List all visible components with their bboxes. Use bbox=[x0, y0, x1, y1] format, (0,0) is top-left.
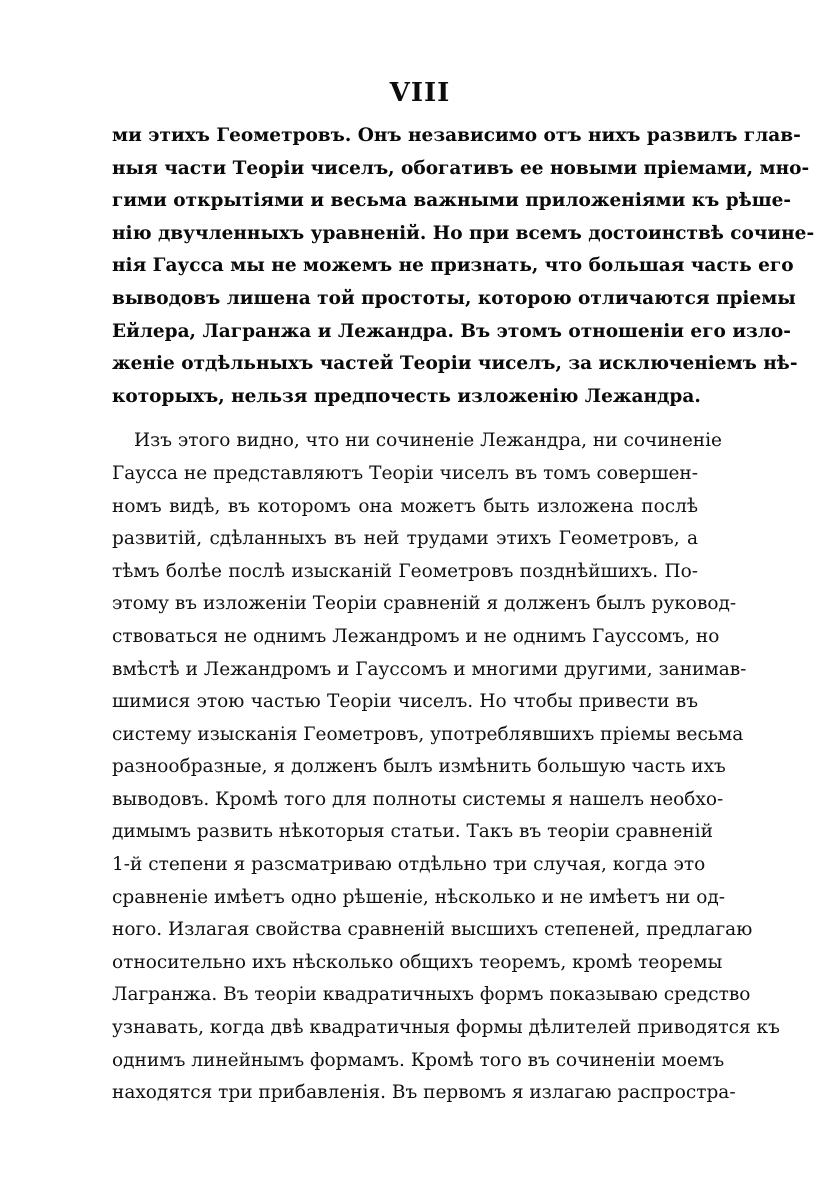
text-line: Ейлера, Лагранжа и Лежандра. Въ этомъ отношеніи его изло- bbox=[112, 320, 791, 342]
text-line: женіе отдѣльныхъ частей Теоріи чиселъ, за исключеніемъ нѣ- bbox=[112, 353, 798, 375]
text-line: димымъ развить нѣкоторыя статьи. Такъ въ теоріи сравненій bbox=[112, 821, 713, 843]
text-line: Лагранжа. Въ теоріи квадратичныхъ формъ показываю средство bbox=[112, 984, 751, 1006]
text-line: ми этихъ Геометровъ. Онъ независимо отъ нихъ развилъ глав- bbox=[112, 125, 801, 146]
text-line: Изъ этого видно, что ни сочиненіе Лежандра, ни сочиненіе bbox=[134, 430, 722, 452]
text-line: нію двучленныхъ уравненій. Но при всемъ достоинствѣ сочине- bbox=[112, 222, 815, 244]
text-line: нія Гаусса мы не можемъ не признать, что большая часть его bbox=[112, 255, 794, 277]
page-number: VIII bbox=[389, 78, 451, 108]
text-line: которыхъ, нельзя предпочесть изложенію Лежандра. bbox=[112, 385, 701, 407]
text-line: Гаусса не представляютъ Теоріи чиселъ въ томъ совершен- bbox=[112, 462, 698, 484]
text-line: тѣмъ болѣе послѣ изысканій Геометровъ позднѣйшихъ. По- bbox=[112, 560, 698, 582]
text-line: 1-й степени я разсматриваю отдѣльно три случая, когда это bbox=[112, 854, 706, 876]
text-line: этому въ изложеніи Теоріи сравненій я долженъ былъ руковод- bbox=[112, 593, 737, 615]
text-line: номъ видѣ, въ которомъ она можетъ быть изложена послѣ bbox=[112, 495, 698, 517]
text-line: выводовъ лишена той простоты, которою отличаются пріемы bbox=[112, 287, 796, 309]
text-line: узнавать, когда двѣ квадратичныя формы дѣлителей приводятся къ bbox=[112, 1017, 780, 1039]
paragraph bbox=[112, 425, 780, 1109]
text-line: гими открытіями и весьма важными приложеніями къ рѣше- bbox=[112, 190, 792, 212]
paragraph-continuation bbox=[112, 120, 815, 413]
text-line: однимъ линейнымъ формамъ. Кромѣ того въ сочиненіи моемъ bbox=[112, 1049, 725, 1071]
text-line: ныя части Теоріи чиселъ, обогативъ ее новыми пріемами, мно- bbox=[112, 157, 810, 179]
text-line: ствоваться не однимъ Лежандромъ и не однимъ Гауссомъ, но bbox=[112, 625, 720, 647]
text-block bbox=[112, 120, 815, 1110]
text-line: систему изысканія Геометровъ, употреблявшихъ пріемы весьма bbox=[112, 723, 744, 745]
text-line: сравненіе имѣетъ одно рѣшеніе, нѣсколько и не имѣетъ ни од- bbox=[112, 886, 726, 908]
text-line: вмѣстѣ и Лежандромъ и Гауссомъ и многими другими, занимав- bbox=[112, 658, 747, 680]
text-line: развитій, сдѣланныхъ въ ней трудами этихъ Геометровъ, а bbox=[112, 528, 698, 550]
text-line: разнообразные, я долженъ былъ измѣнить большую часть ихъ bbox=[112, 756, 726, 778]
text-line: находятся три прибавленія. Въ первомъ я излагаю распростра- bbox=[112, 1082, 736, 1104]
text-line: относительно ихъ нѣсколько общихъ теоремъ, кромѣ теоремы bbox=[112, 951, 723, 973]
text-line: ного. Излагая свойства сравненій высшихъ степеней, предлагаю bbox=[112, 919, 753, 941]
text-line: выводовъ. Кромѣ того для полноты системы я нашелъ необхо- bbox=[112, 788, 724, 810]
text-line: шимися этою частью Теоріи чиселъ. Но чтобы привести въ bbox=[112, 691, 698, 713]
